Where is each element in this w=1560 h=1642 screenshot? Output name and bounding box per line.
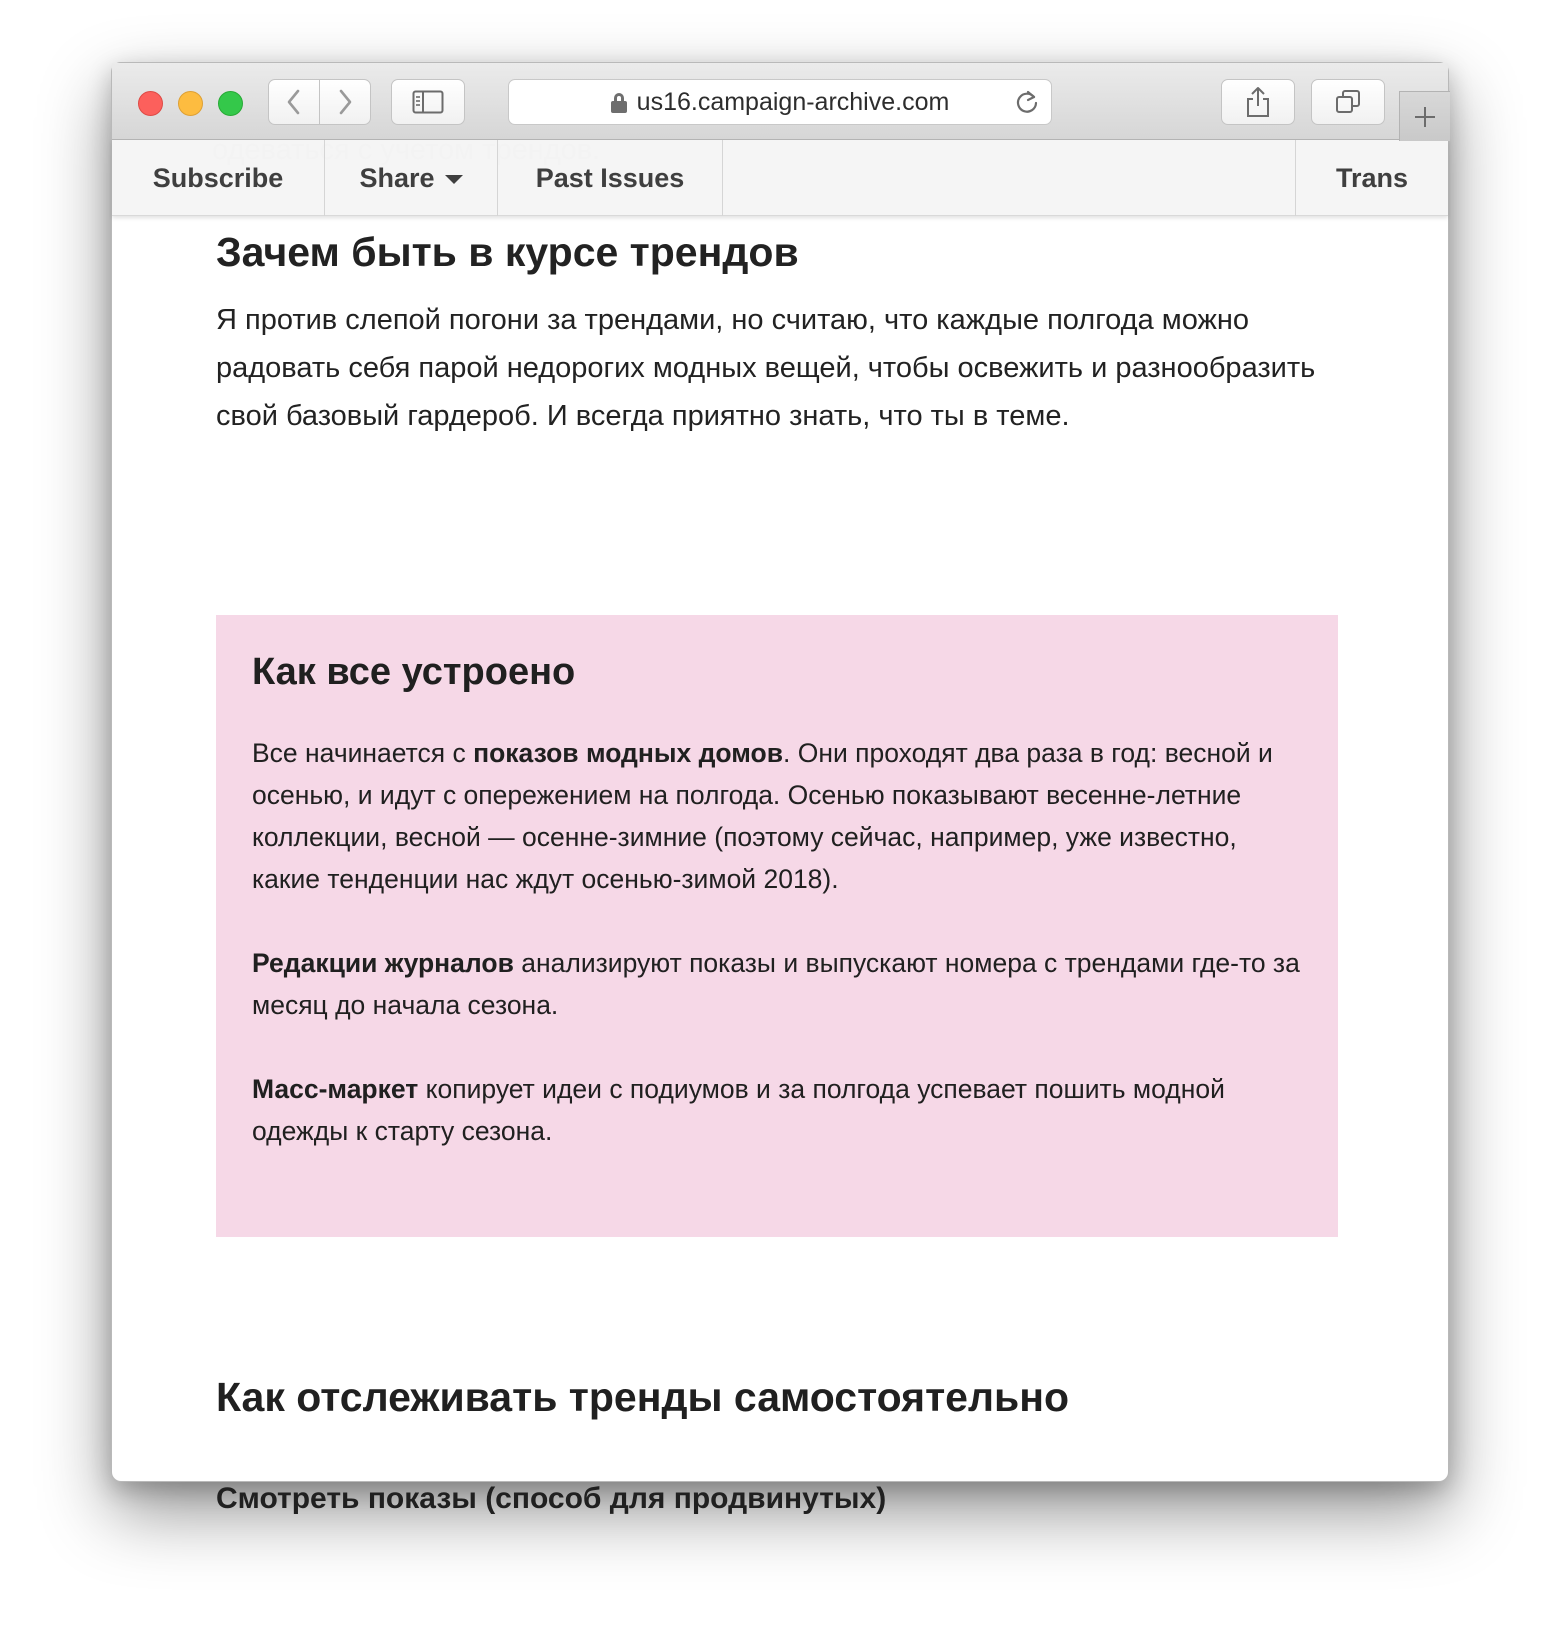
section-paragraph-why: Я против слепой погони за трендами, но считаю, что каждые полгода можно радовать себя парой недорогих модных вещей, чтобы освежить и разнообразить свой базовый гардероб. И всегда приятно знать, что ты в теме. bbox=[216, 304, 1316, 432]
bold-fashion-shows: показов модных домов bbox=[473, 738, 783, 768]
caret-down-icon bbox=[445, 175, 463, 184]
back-button[interactable] bbox=[268, 79, 320, 125]
tabs-overview-icon bbox=[1334, 88, 1362, 116]
zoom-window-button[interactable] bbox=[218, 91, 243, 116]
page-content bbox=[112, 140, 1448, 1515]
section-heading-track: Как отслеживать тренды самостоятельно bbox=[216, 1374, 1070, 1420]
info-box-how-it-works bbox=[216, 615, 1338, 1237]
share-menu[interactable] bbox=[325, 140, 498, 216]
section-heading-why: Зачем быть в курсе трендов bbox=[216, 229, 799, 275]
info-box-title: Как все устроено bbox=[252, 651, 576, 693]
share-menu-label: Share bbox=[359, 162, 435, 193]
lock-icon bbox=[611, 93, 627, 113]
url-text: us16.campaign-archive.com bbox=[636, 87, 950, 116]
reload-icon[interactable] bbox=[1013, 88, 1041, 116]
new-tab-button[interactable] bbox=[1399, 91, 1450, 141]
share-icon bbox=[1245, 86, 1271, 118]
chevron-right-icon bbox=[335, 88, 355, 116]
share-button[interactable] bbox=[1221, 79, 1295, 125]
past-issues-link[interactable]: Past Issues bbox=[498, 140, 723, 216]
browser-toolbar bbox=[112, 63, 1448, 140]
address-bar[interactable] bbox=[508, 79, 1052, 125]
info-box-paragraph-magazines: Редакции журналов анализируют показы и выпускают номера с трендами где-то за месяц до начала сезона. bbox=[252, 948, 1300, 1020]
sidebar-icon bbox=[412, 90, 444, 114]
browser-window bbox=[111, 62, 1449, 1515]
bold-mass-market: Масс-маркет bbox=[252, 1074, 419, 1104]
info-box-paragraph-shows: Все начинается с показов модных домов. Они проходят два раза в год: весной и осенью, и идут с опережением на полгода. Осенью показывают весенне-летние коллекции, весной — осенне-зимние (поэтому сейчас, например, уже известно, какие тенденции нас ждут осенью-зимой 2018). bbox=[252, 738, 1273, 894]
plus-icon bbox=[1413, 105, 1437, 129]
subscribe-link[interactable]: Subscribe bbox=[112, 140, 325, 216]
subheading-watch-shows: Смотреть показы (способ для продвинутых) bbox=[216, 1482, 887, 1515]
minimize-window-button[interactable] bbox=[178, 91, 203, 116]
translate-menu[interactable]: Trans bbox=[1295, 140, 1455, 216]
forward-button[interactable] bbox=[319, 79, 371, 125]
tab-overview-button[interactable] bbox=[1311, 79, 1385, 125]
close-window-button[interactable] bbox=[138, 91, 163, 116]
chevron-left-icon bbox=[284, 88, 304, 116]
campaign-nav-bar bbox=[112, 140, 1448, 216]
bold-magazines: Редакции журналов bbox=[252, 948, 514, 978]
sidebar-toggle-button[interactable] bbox=[391, 79, 465, 125]
info-box-paragraph-mass-market: Масс-маркет копирует идеи с подиумов и за полгода успевает пошить модной одежды к старту сезона. bbox=[252, 1074, 1225, 1146]
